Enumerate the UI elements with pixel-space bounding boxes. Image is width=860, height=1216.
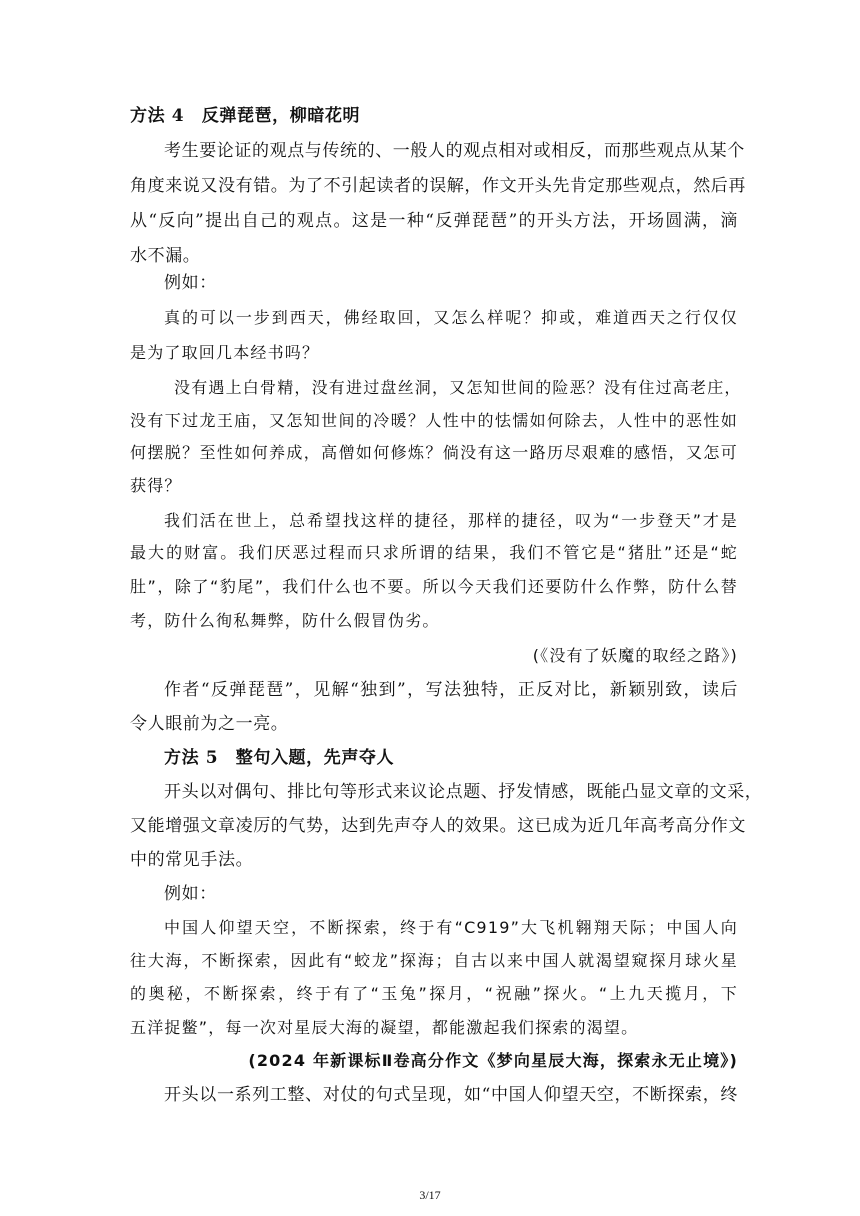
example-line: 我们活在世上，总希望找这样的捷径，那样的捷径，叹为“一步登天”才是 — [164, 511, 738, 530]
paragraph-line: 从“反向”提出自己的观点。这是一种“反弹琵琶”的开头方法，开场圆满，滴 — [130, 211, 738, 231]
example-line: 没有下过龙王庙，又怎知世间的冷暖？人性中的怯懦如何除去，人性中的恶性如 — [130, 411, 738, 430]
example-line: 最大的财富。我们厌恶过程而只求所谓的结果，我们不管它是“猪肚”还是“蛇 — [130, 543, 738, 562]
example-line: 真的可以一步到西天，佛经取回，又怎么样呢？抑或，难道西天之行仅仅 — [164, 308, 738, 327]
example-line: 往大海，不断探索，因此有“蛟龙”探海；自古以来中国人就渴望窥探月球火星 — [130, 951, 738, 970]
paragraph-line: 又能增强文章凌厉的气势，达到先声夺人的效果。这已成为近几年高考高分作文 — [130, 816, 746, 836]
example-line: 的奥秘，不断探索，终于有了“玉兔”探月，“祝融”探火。“上九天揽月，下 — [130, 984, 738, 1003]
commentary-line: 作者“反弹琵琶”，见解“独到”，写法独特，正反对比，新颖别致，读后 — [164, 680, 738, 700]
example-line: 肚”，除了“豹尾”，我们什么也不要。所以今天我们还要防什么作弊，防什么替 — [130, 577, 738, 596]
commentary-line: 开头以一系列工整、对仗的句式呈现，如“中国人仰望天空，不断探索，终 — [164, 1085, 738, 1105]
example-line: 没有遇上白骨精，没有进过盘丝洞，又怎知世间的险恶？没有住过高老庄， — [174, 378, 742, 397]
commentary-line: 令人眼前为之一亮。 — [130, 714, 289, 734]
paragraph-line: 考生要论证的观点与传统的、一般人的观点相对或相反，而那些观点从某个 — [164, 141, 745, 161]
example-line: 五洋捉鳖”，每一次对星辰大海的凝望，都能激起我们探索的渴望。 — [130, 1018, 639, 1037]
paragraph-line: 中的常见手法。 — [130, 850, 254, 870]
paragraph-line: 角度来说又没有错。为了不引起读者的误解，作文开头先肯定那些观点，然后再 — [130, 176, 746, 196]
example-line: 何摆脱？至性如何养成，高僧如何修炼？倘没有这一路历尽艰难的感悟，又怎可 — [130, 443, 738, 462]
section-heading-method-5: 方法 5 整句入题，先声夺人 — [164, 748, 395, 768]
example-source: (《没有了妖魔的取经之路》) — [532, 646, 738, 665]
example-line: 是为了取回几本经书吗？ — [130, 343, 320, 362]
section-heading-method-4: 方法 4 反弹琵琶，柳暗花明 — [130, 106, 361, 126]
paragraph-line: 开头以对偶句、排比句等形式来议论点题、抒发情感，既能凸显文章的文采， — [164, 782, 763, 802]
page-number: 3/17 — [419, 1188, 441, 1202]
example-source: (2024 年新课标Ⅱ卷高分作文《梦向星辰大海，探索永无止境》) — [248, 1051, 738, 1070]
paragraph-line: 水不漏。 — [130, 246, 201, 266]
example-line: 考，防什么徇私舞弊，防什么假冒伪劣。 — [130, 611, 440, 630]
example-line: 获得？ — [130, 476, 182, 495]
example-line: 中国人仰望天空，不断探索，终于有“C919”大飞机翱翔天际；中国人向 — [164, 918, 738, 937]
example-label: 例如： — [164, 884, 217, 904]
example-label: 例如： — [164, 273, 217, 293]
